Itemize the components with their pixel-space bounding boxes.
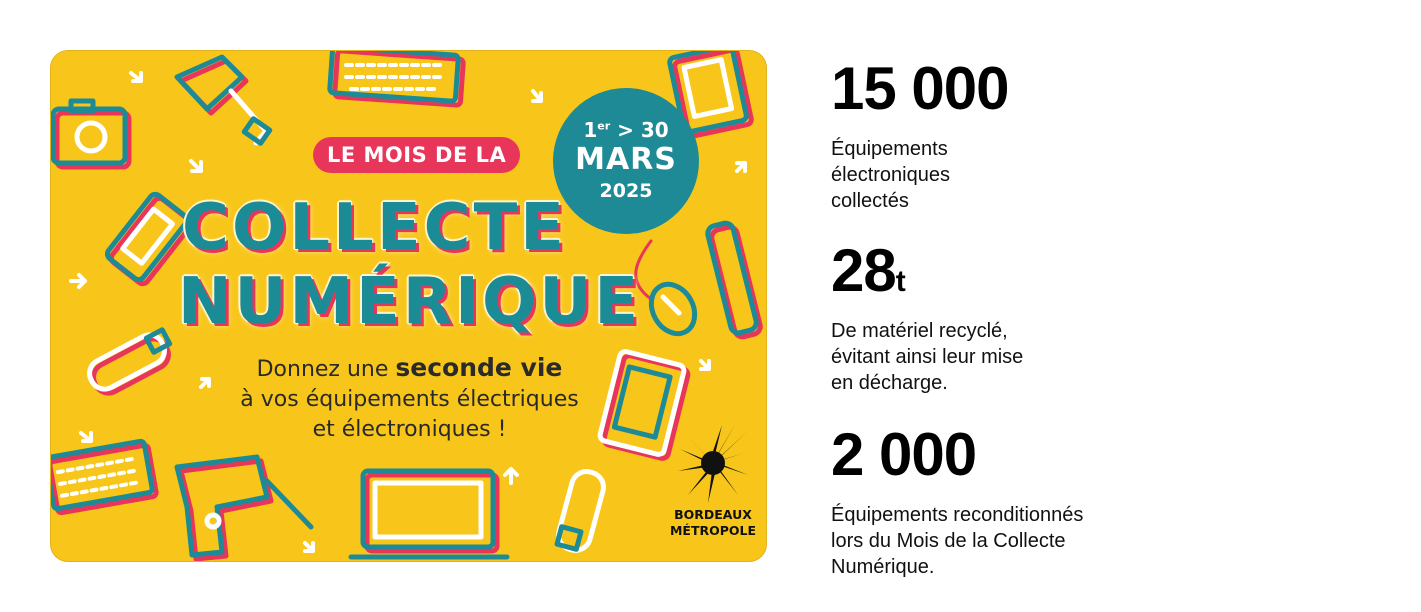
drill-icon bbox=[177, 457, 311, 559]
campaign-subtitle bbox=[51, 353, 767, 445]
campaign-pill-label: LE MOIS DE LA bbox=[313, 137, 520, 173]
date-year: 2025 bbox=[599, 180, 653, 202]
camera-icon bbox=[53, 101, 129, 167]
stat-unit: t bbox=[895, 265, 906, 298]
subtitle-line1 bbox=[51, 353, 767, 385]
stat-number: 28 bbox=[831, 237, 896, 304]
stat-desc-line: collectés bbox=[831, 190, 909, 212]
campaign-title-line2: NUMÉRIQUE bbox=[177, 265, 642, 339]
logo-line1: BORDEAUX bbox=[674, 507, 752, 522]
stat-desc-line: électroniques bbox=[831, 164, 950, 186]
stat-value bbox=[831, 55, 1009, 130]
stat-description bbox=[831, 136, 1009, 214]
stat-description bbox=[831, 502, 1083, 580]
date-day-start: 1 bbox=[583, 118, 598, 142]
stat-desc-line: en décharge. bbox=[831, 372, 948, 394]
stat-recycled bbox=[831, 237, 1024, 396]
stat-desc-line: De matériel recyclé, bbox=[831, 320, 1008, 342]
starburst-logo-icon bbox=[678, 423, 748, 503]
stat-value bbox=[831, 421, 1083, 496]
date-month: MARS bbox=[575, 142, 677, 177]
stat-refurbished bbox=[831, 421, 1084, 580]
subtitle-strong: seconde vie bbox=[395, 353, 563, 382]
date-badge bbox=[553, 88, 699, 234]
campaign-title-line1: COLLECTE bbox=[182, 191, 567, 265]
subtitle-line3: et électroniques ! bbox=[312, 417, 507, 442]
stat-number: 2 000 bbox=[831, 421, 977, 488]
usb-stick-icon bbox=[555, 468, 607, 554]
logo-line2: MÉTROPOLE bbox=[669, 523, 757, 538]
stat-collected bbox=[831, 55, 1009, 214]
stat-description bbox=[831, 318, 1023, 396]
stat-value bbox=[831, 237, 1023, 312]
subtitle-line2: à vos équipements électriques bbox=[240, 387, 579, 412]
date-day-suffix: er bbox=[597, 119, 611, 133]
date-day-end: > 30 bbox=[617, 118, 669, 142]
stat-desc-line: Équipements reconditionnés bbox=[831, 504, 1084, 526]
bordeaux-metropole-logo bbox=[663, 423, 763, 543]
stat-desc-line: lors du Mois de la Collecte bbox=[831, 530, 1066, 552]
stat-desc-line: Équipements bbox=[831, 138, 948, 160]
keyboard-icon bbox=[51, 441, 157, 514]
date-range bbox=[553, 118, 699, 142]
stat-desc-line: évitant ainsi leur mise bbox=[831, 346, 1024, 368]
subtitle-pre: Donnez une bbox=[256, 357, 396, 382]
campaign-poster bbox=[50, 50, 767, 562]
stat-desc-line: Numérique. bbox=[831, 556, 935, 578]
hairdryer-icon bbox=[177, 57, 270, 143]
keyboard-icon bbox=[330, 51, 464, 105]
laptop-icon bbox=[351, 471, 507, 557]
stat-number: 15 000 bbox=[831, 55, 1009, 122]
